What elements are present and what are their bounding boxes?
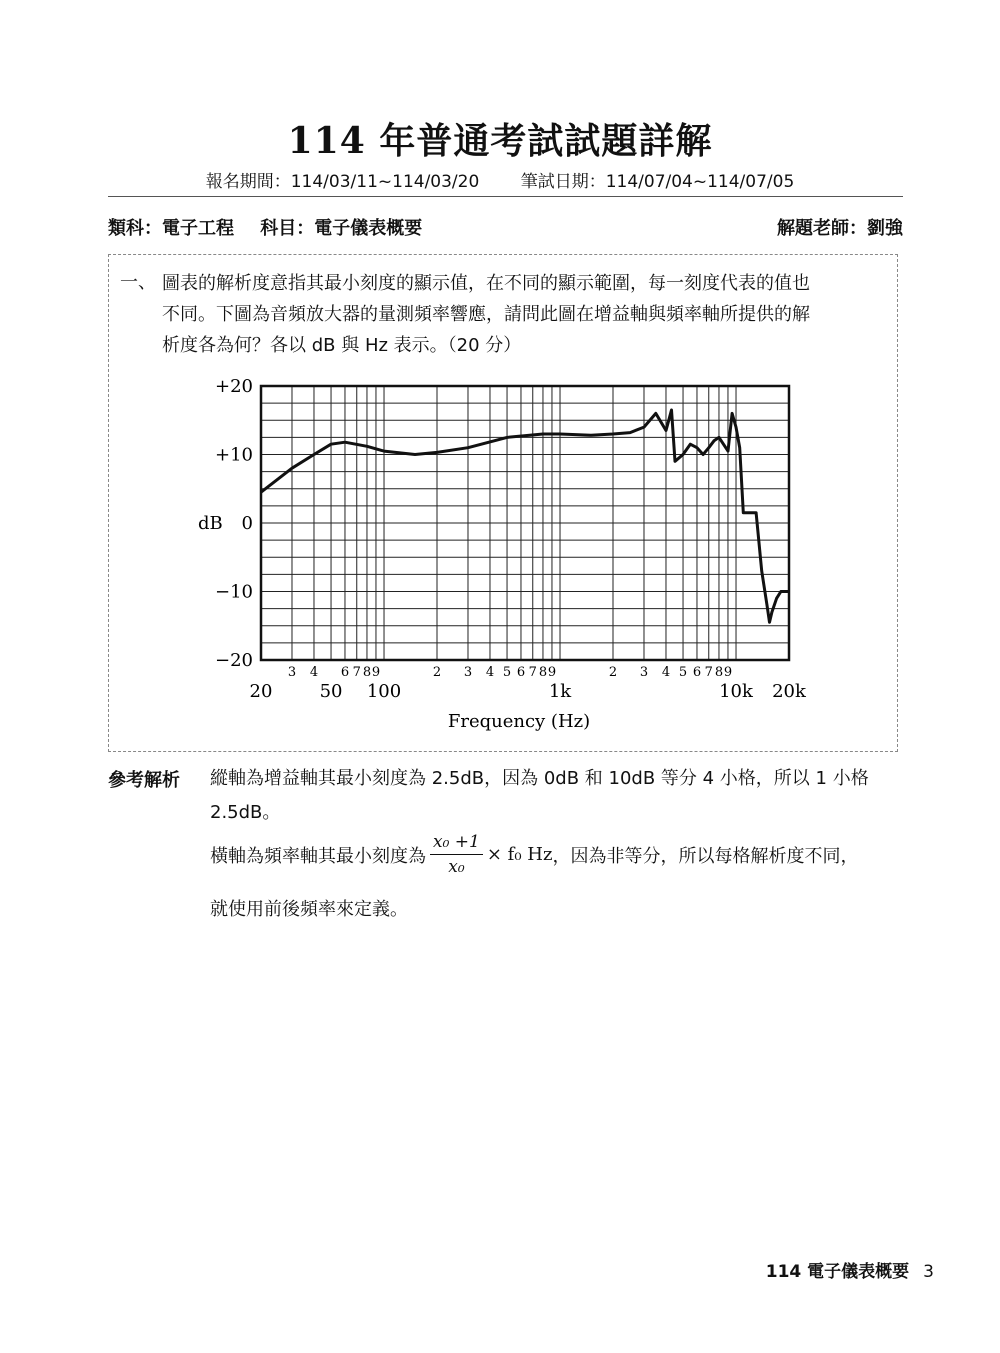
y-tick-label: −10 <box>215 581 253 603</box>
x-axis-label: Frequency (Hz) <box>447 711 591 732</box>
fraction-numerator: x₀ +1 <box>430 832 483 855</box>
x-major-tick-label: 50 <box>319 681 343 702</box>
x-minor-tick-label: 8 <box>538 665 548 680</box>
answer-formula-line <box>210 832 858 877</box>
subject-info <box>108 214 442 240</box>
registration-period: 報名期間：114/03/11~114/03/20 <box>205 172 480 192</box>
x-minor-tick-label: 6 <box>692 665 702 680</box>
x-minor-tick-label: 4 <box>661 665 671 680</box>
x-major-tick-label: 10k <box>719 681 753 702</box>
answer-line-2: 2.5dB。 <box>210 802 281 823</box>
x-minor-tick-label: 6 <box>340 665 350 680</box>
x-minor-tick-label: 9 <box>723 665 733 680</box>
x-minor-tick-label: 9 <box>547 665 557 680</box>
page-title: 114 年普通考試試題詳解 <box>287 120 713 162</box>
x-minor-tick-label: 3 <box>463 665 473 680</box>
resolution-fraction <box>430 832 483 877</box>
exam-dates <box>0 167 1000 192</box>
fraction-denominator: x₀ <box>448 857 465 877</box>
answer-line-4: 就使用前後頻率來定義。 <box>210 899 408 920</box>
x-minor-tick-label: 3 <box>639 665 649 680</box>
y-axis-label: dB <box>198 513 223 534</box>
subject: 科目：電子儀表概要 <box>260 218 423 239</box>
x-minor-tick-label: 6 <box>516 665 526 680</box>
fraction-multiplier: × f₀ Hz <box>486 844 553 865</box>
x-minor-tick-label: 4 <box>485 665 495 680</box>
x-minor-tick-label: 2 <box>432 665 442 680</box>
answer-label: 參考解析 <box>108 770 180 791</box>
x-minor-tick-label: 9 <box>371 665 381 680</box>
category: 類科：電子工程 <box>108 218 234 239</box>
x-minor-tick-label: 5 <box>502 665 512 680</box>
x-major-tick-label: 20k <box>772 681 806 702</box>
question-line-3: 析度各為何？各以 dB 與 Hz 表示。（20 分） <box>162 335 522 356</box>
answer-text <box>210 762 903 830</box>
header-divider <box>108 196 903 197</box>
x-minor-tick-label: 3 <box>287 665 297 680</box>
x-major-tick-label: 20 <box>249 681 273 702</box>
x-minor-tick-label: 7 <box>704 665 713 680</box>
answer-line-1: 縱軸為增益軸其最小刻度為 2.5dB，因為 0dB 和 10dB 等分 4 小格，所以 1 小格 <box>210 768 869 789</box>
y-tick-label: +10 <box>215 444 253 466</box>
x-minor-tick-label: 8 <box>714 665 724 680</box>
y-tick-label: +20 <box>215 376 253 397</box>
answer-line-3-suffix: ，因為非等分，所以每格解析度不同， <box>552 845 859 867</box>
page-number: 3 <box>923 1262 934 1282</box>
question-line-1: 圖表的解析度意指其最小刻度的顯示值，在不同的顯示範圍，每一刻度代表的值也 <box>162 273 810 294</box>
answer-line-3-prefix: 橫軸為頻率軸其最小刻度為 <box>210 845 426 867</box>
x-minor-tick-label: 5 <box>678 665 688 680</box>
gain-series-line <box>261 410 789 622</box>
exam-date: 筆試日期：114/07/04~114/07/05 <box>520 172 795 192</box>
x-minor-tick-label: 7 <box>528 665 537 680</box>
teacher: 解題老師：劉強 <box>777 218 903 239</box>
question-text <box>162 268 890 361</box>
question-line-2: 不同。下圖為音頻放大器的量測頻率響應，請問此圖在增益軸與頻率軸所提供的解 <box>162 304 810 325</box>
y-tick-label: −20 <box>215 650 253 671</box>
page-footer <box>766 1257 934 1282</box>
x-minor-tick-label: 2 <box>608 665 618 680</box>
frequency-response-chart <box>190 375 830 735</box>
footer-subject: 114 電子儀表概要 <box>765 1262 910 1282</box>
x-minor-tick-label: 8 <box>362 665 372 680</box>
question-number: 一、 <box>120 272 156 293</box>
x-major-tick-label: 1k <box>548 681 572 702</box>
x-minor-tick-label: 4 <box>309 665 319 680</box>
y-tick-label: 0 <box>241 513 253 534</box>
x-minor-tick-label: 7 <box>352 665 361 680</box>
x-major-tick-label: 100 <box>366 681 402 702</box>
